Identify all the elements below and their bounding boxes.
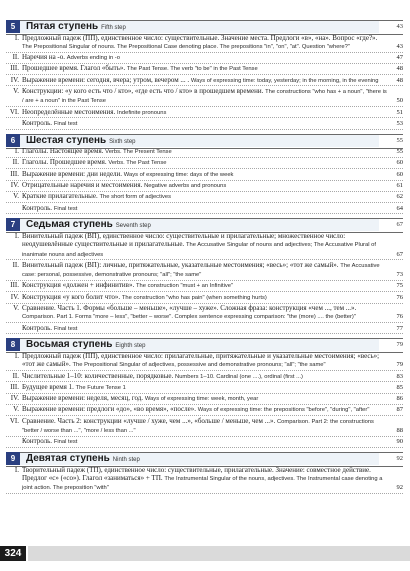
row-text-ru: Глаголы. Прошедшее время. bbox=[22, 158, 107, 167]
section-page: 55 bbox=[396, 136, 403, 144]
row-numeral: V. bbox=[13, 192, 19, 201]
row-page: 90 bbox=[396, 438, 403, 446]
row-text bbox=[22, 87, 403, 106]
row-text-en: The Prepositional Singular of adjectives, possessive and demonstrative pronouns; "all"; "the same" bbox=[72, 362, 326, 369]
row-numeral: I. bbox=[14, 33, 19, 42]
section-number: 5 bbox=[6, 20, 20, 33]
toc-row[interactable] bbox=[6, 53, 403, 64]
row-text-en: Ways of expressing time: days of the week bbox=[123, 171, 234, 178]
toc-row[interactable] bbox=[6, 465, 403, 494]
row-text-ru: Предложный падеж (ПП), единственное число: прилагательные, притяжательные и указательные местоимения; «весь»; «тот же самый». bbox=[22, 351, 380, 369]
row-text-ru: Контроль. bbox=[22, 203, 53, 212]
row-text-ru: Выражение времени: предлоги «до», «во время», «после». bbox=[22, 405, 197, 414]
row-text-ru: Отрицательные наречия и местоимения. bbox=[22, 181, 143, 190]
row-page: 61 bbox=[396, 182, 403, 190]
row-page: 55 bbox=[396, 148, 403, 156]
section-page: 43 bbox=[396, 23, 403, 30]
section-number: 7 bbox=[6, 218, 20, 231]
toc-row[interactable] bbox=[6, 371, 403, 382]
row-page: 47 bbox=[396, 54, 403, 62]
row-text-ru: Конструкция «должен + инфинитив». bbox=[22, 281, 135, 290]
toc-row[interactable] bbox=[6, 158, 403, 169]
row-numeral: VI. bbox=[9, 107, 19, 116]
row-text-ru: Винительный падеж (ВП), единственное число: существительные и прилагательные; множественное число: неодушевлённые существительные и прилагательные. bbox=[22, 231, 346, 249]
row-numeral: V. bbox=[13, 405, 19, 414]
row-text-en: Negative adverbs and pronouns bbox=[144, 183, 227, 190]
row-text bbox=[22, 372, 403, 381]
row-text-en: Ways of expressing time: today, yesterday; in the morning, in the evening bbox=[190, 77, 379, 84]
row-page: 60 bbox=[396, 170, 403, 178]
row-text-ru: Глаголы. Настоящее время. bbox=[22, 147, 104, 156]
row-text bbox=[22, 232, 403, 259]
row-text-en: Comparison. Part 2: the constructions "better / worse than ...", "more / less than ..." bbox=[22, 418, 374, 434]
row-text-en: Final test bbox=[53, 205, 78, 212]
row-text-en: Ways of expressing time: week, month, year bbox=[144, 396, 259, 403]
row-text-ru: Винительный падеж (ВП): личные, притяжательные, указательные местоимения; «весь»; «тот же самый». bbox=[22, 260, 339, 269]
row-numeral: V. bbox=[13, 304, 19, 313]
row-page: 92 bbox=[396, 484, 403, 492]
row-page: 88 bbox=[396, 427, 403, 434]
row-text-ru: Выражение времени: сегодня, вчера; утром, вечером ... . bbox=[22, 75, 190, 84]
toc-row[interactable] bbox=[6, 351, 403, 371]
row-text-ru: Сравнение. Часть 2: конструкции «лучше / хуже, чем ...», «больше / меньше, чем ...». bbox=[22, 416, 276, 425]
row-numeral: I. bbox=[14, 465, 19, 474]
row-page: 76 bbox=[396, 293, 403, 301]
row-numeral: II. bbox=[12, 371, 19, 380]
row-text bbox=[22, 417, 403, 436]
toc-row[interactable] bbox=[6, 33, 403, 53]
row-text-ru: Наречия на -о. bbox=[22, 53, 66, 62]
row-text-en: The construction "must + an Infinitive" bbox=[135, 283, 234, 290]
row-text bbox=[22, 304, 403, 322]
row-text bbox=[22, 76, 403, 85]
row-text-en: Comparison. Part 1. Forms "more – less", "better – worse". Complex sentence expressing comparison: "the (more) .... the (better)" bbox=[22, 314, 356, 321]
toc-row[interactable] bbox=[6, 118, 403, 129]
row-text-en: Final test bbox=[53, 439, 78, 446]
row-page: 50 bbox=[396, 97, 403, 105]
toc-row[interactable] bbox=[6, 169, 403, 180]
row-numeral: II. bbox=[12, 158, 19, 167]
row-numeral: I. bbox=[14, 231, 19, 240]
row-page: 48 bbox=[396, 76, 403, 84]
row-text-ru: Числительные 1–10: количественные, порядковые. bbox=[22, 371, 174, 380]
row-text-en: Ways of expressing time: the prepositions "before", "during", "after" bbox=[197, 407, 370, 414]
row-text-en: The Past Tense. The verb "to be" in the Past Tense bbox=[126, 66, 258, 73]
row-text-en: The Accusative case: personal, possessive, demonstrative pronouns; "all"; "the same" bbox=[22, 262, 380, 279]
toc-row[interactable] bbox=[6, 192, 403, 203]
row-page: 60 bbox=[396, 159, 403, 167]
row-text bbox=[22, 394, 403, 403]
row-text bbox=[22, 158, 403, 167]
toc-row[interactable] bbox=[6, 181, 403, 192]
row-page: 76 bbox=[396, 313, 403, 321]
section-header bbox=[6, 218, 403, 231]
footer-bar bbox=[28, 546, 410, 561]
section-page: 79 bbox=[396, 341, 403, 349]
row-numeral: IV. bbox=[10, 75, 19, 84]
row-numeral: II. bbox=[12, 53, 19, 62]
row-page: 77 bbox=[396, 324, 403, 332]
toc-row[interactable] bbox=[6, 147, 403, 158]
row-text bbox=[22, 170, 403, 179]
row-numeral: I. bbox=[14, 147, 19, 156]
row-numeral: IV. bbox=[10, 292, 19, 301]
row-numeral: IV. bbox=[10, 181, 19, 190]
row-text bbox=[22, 437, 403, 446]
row-text-en: The Prepositional Singular of nouns. The Prepositional Case denoting place. The prepositions "in", "on", "at". Question "where?" bbox=[22, 43, 350, 50]
row-page: 87 bbox=[396, 406, 403, 414]
toc-row[interactable] bbox=[6, 416, 403, 437]
row-text-ru: Предложный падеж (ПП), единственное число: существительные. Значение места. Предлоги «в», «на». Вопрос «где?». bbox=[22, 33, 378, 42]
row-page: 79 bbox=[396, 361, 403, 369]
row-text-ru: Будущее время 1. bbox=[22, 382, 74, 391]
row-text-ru: Контроль. bbox=[22, 437, 53, 446]
section-title-ru: Девятая ступень bbox=[26, 453, 110, 465]
section-header bbox=[6, 338, 403, 351]
section-page: 92 bbox=[396, 455, 403, 463]
row-numeral: IV. bbox=[10, 394, 19, 403]
toc-row[interactable] bbox=[6, 405, 403, 416]
row-page: 83 bbox=[396, 372, 403, 380]
toc-row[interactable] bbox=[6, 75, 403, 86]
row-text bbox=[22, 281, 403, 290]
row-numeral: III. bbox=[10, 382, 19, 391]
page-number: 324 bbox=[0, 546, 26, 561]
section-header bbox=[6, 452, 403, 465]
toc-row[interactable] bbox=[6, 64, 403, 75]
row-text bbox=[22, 108, 403, 117]
row-text bbox=[22, 119, 403, 128]
row-page: 43 bbox=[396, 42, 403, 50]
row-text bbox=[22, 64, 403, 73]
toc-row[interactable] bbox=[6, 231, 403, 260]
row-text-ru: Контроль. bbox=[22, 118, 53, 127]
section-number: 8 bbox=[6, 338, 20, 351]
row-text-ru: Выражение времени: дни недели. bbox=[22, 169, 123, 178]
row-text-en: Verbs. The Present Tense bbox=[105, 149, 172, 156]
section-title-ru: Пятая ступень bbox=[26, 21, 99, 32]
toc-row[interactable] bbox=[6, 437, 403, 448]
toc-row[interactable] bbox=[6, 304, 403, 324]
section-title-en: Eighth step bbox=[115, 343, 146, 350]
row-page: 62 bbox=[396, 193, 403, 201]
section-title-ru: Седьмая ступень bbox=[26, 219, 113, 231]
toc-row[interactable] bbox=[6, 203, 403, 214]
toc-row[interactable] bbox=[6, 382, 403, 393]
row-text-en: Indefinite pronouns bbox=[117, 109, 167, 116]
row-text-en: Final test bbox=[53, 120, 78, 127]
row-text bbox=[22, 324, 403, 333]
row-text bbox=[22, 352, 403, 370]
row-text-en: The constructions "who has + a noun", "there is / are + a noun" in the Past Tense bbox=[22, 88, 387, 105]
toc-row[interactable] bbox=[6, 281, 403, 292]
toc-row[interactable] bbox=[6, 260, 403, 281]
row-text-en: Numbers 1–10. Cardinal (one ....), ordinal (first ...) bbox=[175, 373, 303, 380]
row-text bbox=[22, 192, 403, 201]
row-page: 48 bbox=[396, 65, 403, 73]
row-numeral: III. bbox=[10, 281, 19, 290]
section-title-en: Seventh step bbox=[115, 223, 151, 230]
section-title-en: Ninth step bbox=[112, 457, 140, 464]
section-title-ru: Восьмая ступень bbox=[26, 339, 113, 351]
row-text-ru: Контроль. bbox=[22, 323, 53, 332]
toc-row[interactable] bbox=[6, 323, 403, 334]
row-text-en: The Future Tense 1 bbox=[75, 384, 126, 391]
section-title-en: Sixth step bbox=[109, 138, 136, 145]
row-numeral: II. bbox=[12, 260, 19, 269]
row-text-ru: Сравнение. Часть 1. Формы «больше – меньше», «лучше – хуже». Сложная фраза: конструкция «чем ..., тем ...». bbox=[22, 304, 357, 313]
row-text-ru: Прошедшее время. Глагол «быть». bbox=[22, 64, 126, 73]
row-text bbox=[22, 466, 403, 493]
row-text-en: Final test bbox=[53, 325, 78, 332]
section-number: 6 bbox=[6, 134, 20, 147]
section-header bbox=[6, 134, 403, 147]
section-page: 67 bbox=[396, 221, 403, 229]
row-numeral: III. bbox=[10, 64, 19, 73]
row-page: 64 bbox=[396, 204, 403, 212]
table-of-contents bbox=[6, 16, 403, 494]
row-text bbox=[22, 261, 403, 280]
row-text bbox=[22, 181, 403, 190]
row-page: 51 bbox=[396, 108, 403, 116]
row-text bbox=[22, 147, 403, 156]
section-number: 9 bbox=[6, 452, 20, 465]
row-text-en: Adverbs ending in -o bbox=[66, 55, 120, 62]
row-page: 67 bbox=[396, 250, 403, 258]
row-text bbox=[22, 293, 403, 302]
row-numeral: III. bbox=[10, 169, 19, 178]
row-text-en: Verbs. The Past Tense bbox=[108, 160, 167, 167]
row-page: 86 bbox=[396, 395, 403, 403]
toc-row[interactable] bbox=[6, 292, 403, 303]
row-text-en: The Accusative Singular of nouns and adjectives; The Accusative Plural of inanimate nouns and adjectives bbox=[22, 242, 376, 258]
row-text-ru: Неопределённые местоимения. bbox=[22, 107, 116, 116]
row-page: 73 bbox=[396, 271, 403, 279]
row-page: 75 bbox=[396, 282, 403, 290]
row-text-ru: Выражение времени: неделя, месяц, год. bbox=[22, 394, 144, 403]
row-numeral: V. bbox=[13, 86, 19, 95]
row-text bbox=[22, 53, 403, 62]
row-text bbox=[22, 204, 403, 213]
toc-row[interactable] bbox=[6, 107, 403, 118]
row-page: 53 bbox=[396, 119, 403, 127]
row-text-en: The short form of adjectives bbox=[99, 194, 171, 201]
section-header bbox=[6, 20, 403, 33]
row-text bbox=[22, 383, 403, 392]
row-numeral: I. bbox=[14, 351, 19, 360]
row-numeral: VI. bbox=[9, 416, 19, 425]
row-text bbox=[22, 34, 403, 52]
row-text-en: The construction "who has pain" (when something hurts) bbox=[121, 294, 267, 301]
row-text-ru: Конструкции: «у кого есть что / кто», «где есть что / кто» в прошедшем времени. bbox=[22, 86, 264, 95]
row-text-ru: Краткие прилагательные. bbox=[22, 192, 98, 201]
row-text bbox=[22, 405, 403, 414]
row-page: 85 bbox=[396, 383, 403, 391]
row-text-ru: Конструкция «у кого болит что». bbox=[22, 292, 121, 301]
section-title-en: Fifth step bbox=[101, 25, 126, 31]
row-text-en: The Instrumental Singular of the nouns, adjectives. The Instrumental case denoting a joint action. The preposition "with" bbox=[22, 475, 383, 492]
section-title-ru: Шестая ступень bbox=[26, 134, 107, 146]
toc-row[interactable] bbox=[6, 394, 403, 405]
row-text-ru: Творительный падеж (ТП), единственное число: существительные, прилагательные. Значение: совместное действие. Предлог «с» («со»). Глагол «заниматься» + ТП. bbox=[22, 465, 371, 482]
toc-row[interactable] bbox=[6, 86, 403, 107]
